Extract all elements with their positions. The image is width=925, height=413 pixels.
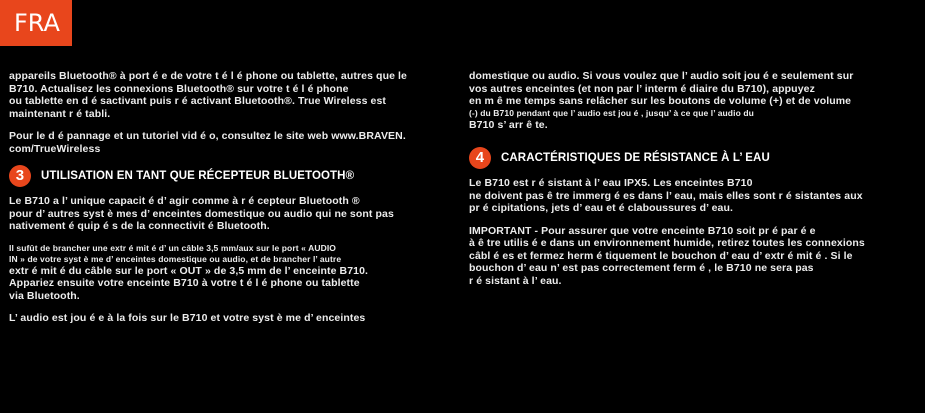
paragraph-cable-rest: extr é mit é du câble sur le port « OUT » de 3,5 mm de l’ enceinte B710. Appariez ensuite votre enceinte B710 à votre t é l é phone ou tablette via Bluetooth. bbox=[9, 264, 369, 302]
paragraph-audio-play: L’ audio est jou é e à la fois sur le B710 et votre syst è me d’ enceintes bbox=[9, 312, 366, 324]
paragraph-bluetooth-reconnect: appareils Bluetooth® à port é e de votre t é l é phone ou tablette, autres que le B710. Actualisez les connexions Bluetooth® sur votre t é l é phone ou tablette en d é sactivant puis r é activant Bluetooth®. True Wireless est maintenant r é tabli. bbox=[9, 70, 407, 120]
paragraph-audio-stop: B710 s’ arr ê te. bbox=[469, 118, 548, 131]
paragraph-important: IMPORTANT - Pour assurer que votre enceinte B710 soit pr é par é e à ê tre utilis é e dans un environnement humide, retirez toutes les connexions câbl é es et fermez herm é tiquement le bouchon d’ eau d’ extr é mit é . Si le bouchon d’ eau n’ est pas correctement ferm é , le B710 ne sera pas r é sistant à l’ eau. bbox=[469, 224, 865, 287]
section-number-badge: 4 bbox=[469, 147, 491, 169]
paragraph-troubleshooting: Pour le d é pannage et un tutoriel vid é o, consultez le site web www.BRAVEN. com/TrueWireless bbox=[9, 130, 406, 155]
paragraph-receiver-intro: Le B710 a l’ unique capacit é d’ agir comme à r é cepteur Bluetooth ® pour d’ autres syst è mes d’ enceintes domestique ou audio qui ne sont pas nativement é quip é s de la connectivit é Bluetooth. bbox=[9, 195, 394, 232]
section-title: UTILISATION EN TANT QUE RÉCEPTEUR BLUETOOTH® bbox=[41, 169, 355, 182]
section-3-header bbox=[9, 165, 449, 187]
section-title: CARACTÉRISTIQUES DE RÉSISTANCE À L’ EAU bbox=[501, 151, 770, 164]
language-tab: FRA bbox=[0, 0, 72, 46]
right-column bbox=[469, 70, 919, 297]
section-number-badge: 3 bbox=[9, 165, 31, 187]
paragraph-ipx5: Le B710 est r é sistant à l’ eau IPX5. Les enceintes B710 ne doivent pas ê tre immerg é es dans l’ eau, mais elles sont r é sistantes aux pr é cipitations, jets d’ eau et é claboussures d’ eau. bbox=[469, 177, 863, 214]
paragraph-audio-continued: domestique ou audio. Si vous voulez que l’ audio soit jou é e seulement sur vos autres enceintes (et non par l’ interm é diaire du B710), appuyez en m ê me temps sans relâcher sur les boutons de volume (+) et de volume bbox=[469, 70, 854, 107]
left-column bbox=[9, 70, 449, 335]
paragraph-volume-small: (-) du B710 pendant que l’ audio est jou é , jusqu’ à ce que l’ audio du bbox=[469, 107, 754, 118]
section-4-header bbox=[469, 147, 919, 169]
paragraph-cable-small: Il sufût de brancher une extr é mit é d’ un câble 3,5 mm/aux sur le port « AUDIO IN » de votre syst è me d’ enceintes domestique ou audio, et de brancher l’ autre bbox=[9, 242, 342, 264]
